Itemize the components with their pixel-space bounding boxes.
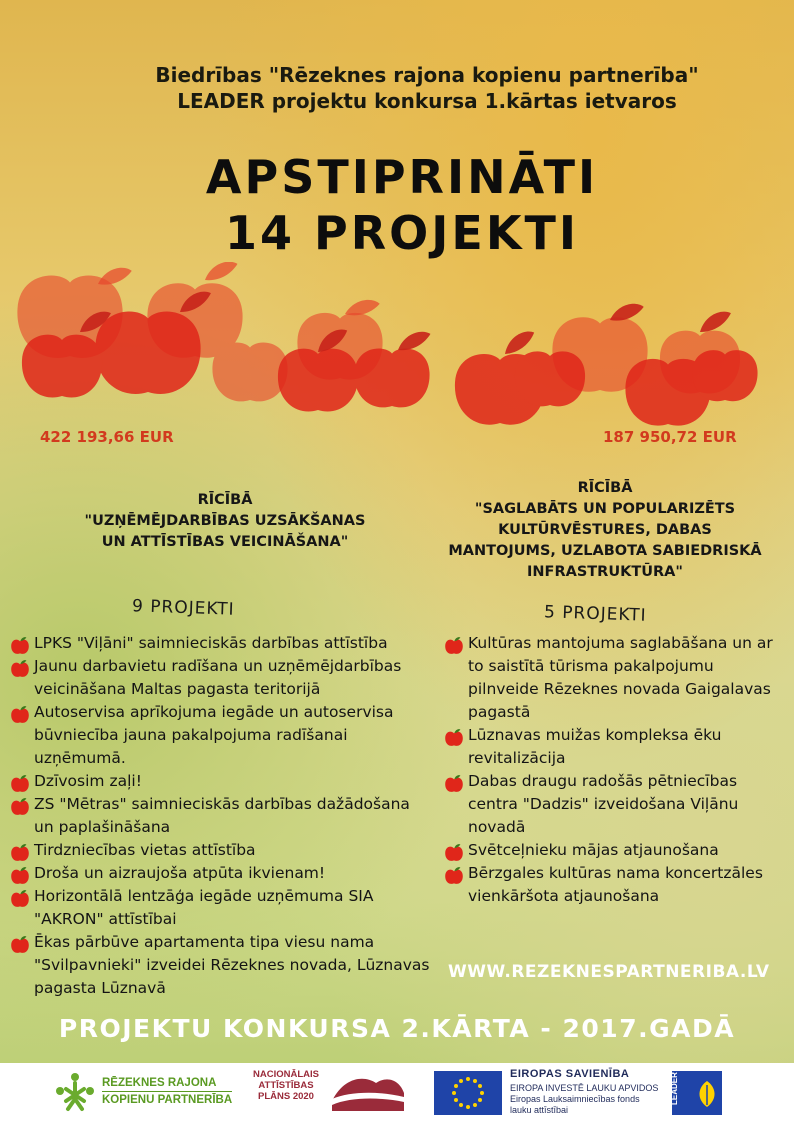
- organizer-header: [0, 62, 794, 114]
- logo-bar: [0, 1063, 794, 1123]
- list-item: Autoservisa aprīkojuma iegāde un autoservisa būvniecība jauna pakalpojuma radīšanai uzņēmumā.: [10, 701, 430, 770]
- nap-flag-icon: [330, 1071, 406, 1113]
- apple-bullet-icon: [10, 865, 30, 885]
- right-project-list: [444, 632, 784, 908]
- list-item: Dabas draugu radošās pētniecības centra "Dadzis" izveidošana Viļānu novadā: [444, 770, 784, 839]
- header-line-2: LEADER projektu konkursa 1.kārtas ietvaros: [177, 89, 677, 113]
- apple-bullet-icon: [10, 635, 30, 655]
- list-item: Jaunu darbavietu radīšana un uzņēmējdarbības veicināšana Maltas pagasta teritorijā: [10, 655, 430, 701]
- right-action-line-2: KULTŪRVĒSTURES, DABAS: [498, 522, 712, 538]
- apples-illustration: [0, 262, 794, 442]
- right-action-line-1: "SAGLABĀTS UN POPULARIZĒTS: [474, 501, 736, 517]
- left-action-heading: [40, 490, 410, 553]
- left-action-line-2: UN ATTĪSTĪBAS VEICINĀŠANA": [101, 534, 349, 550]
- list-item: Dzīvosim zaļi!: [10, 770, 430, 793]
- list-item: LPKS "Viļāni" saimnieciskās darbības attīstība: [10, 632, 430, 655]
- right-action-line-3: MANTOJUMS, UZLABOTA SABIEDRISKĀ: [448, 543, 762, 559]
- left-action-line-1: "UZŅĒMĒJDARBĪBAS UZSĀKŠANAS: [84, 513, 366, 529]
- apple-bullet-icon: [10, 773, 30, 793]
- left-action-label: RĪCĪBĀ: [197, 492, 253, 508]
- right-amount: 187 950,72 EUR: [603, 428, 737, 446]
- list-item: Ēkas pārbūve apartamenta tipa viesu nama "Svilpavnieki" izveidei Rēzeknes novada, Lūznavas pagasta Lūznavā: [10, 931, 430, 1000]
- apple-bullet-icon: [444, 865, 464, 885]
- apple-bullet-icon: [10, 888, 30, 908]
- apple-bullet-icon: [10, 796, 30, 816]
- list-item: ZS "Mētras" saimnieciskās darbības dažādošana un paplašināšana: [10, 793, 430, 839]
- list-item: Horizontālā lentzāģa iegāde uzņēmuma SIA "AKRON" attīstībai: [10, 885, 430, 931]
- left-amount: 422 193,66 EUR: [40, 428, 174, 446]
- eu-logo-text: EIROPAS SAVIENĪBA EIROPA INVESTĒ LAUKU APVIDOS Eiropas Lauksaimniecības fonds lauku attīstībai: [510, 1068, 659, 1115]
- header-line-1: Biedrības "Rēzeknes rajona kopienu partnerība": [155, 63, 699, 87]
- list-item: Droša un aizraujoša atpūta ikvienam!: [10, 862, 430, 885]
- apple-bullet-icon: [10, 934, 30, 954]
- list-item: Tirdzniecības vietas attīstība: [10, 839, 430, 862]
- apple-bullet-icon: [444, 635, 464, 655]
- list-item: Lūznavas muižas kompleksa ēku revitalizācija: [444, 724, 784, 770]
- footer-title: PROJEKTU KONKURSA 2.KĀRTA - 2017.GADĀ: [58, 1014, 736, 1043]
- leader-logo: LEADER: [670, 1069, 724, 1117]
- list-item: Bērzgales kultūras nama koncertzāles vienkāršota atjaunošana: [444, 862, 784, 908]
- apple-bullet-icon: [444, 773, 464, 793]
- apple-bullet-icon: [10, 842, 30, 862]
- leaf-icon: [694, 1079, 720, 1109]
- list-item: Svētceļnieku mājas atjaunošana: [444, 839, 784, 862]
- left-project-list: [10, 632, 430, 1000]
- right-action-label: RĪCĪBĀ: [577, 480, 633, 496]
- apple-bullet-icon: [10, 704, 30, 724]
- partnership-logo-icon: [52, 1069, 98, 1115]
- partnership-logo-text: RĒZEKNES RAJONA KOPIENU PARTNERĪBA: [102, 1077, 233, 1106]
- right-action-line-4: INFRASTRUKTŪRA": [527, 564, 683, 580]
- apple-bullet-icon: [444, 727, 464, 747]
- website-link[interactable]: WWW.REZEKNESPARTNERIBA.LV: [448, 962, 770, 982]
- list-item: Kultūras mantojuma saglabāšana un ar to saistītā tūrisma pakalpojumu pilnveide Rēzeknes novada Gaigalavas pagastā: [444, 632, 784, 724]
- apple-bullet-icon: [10, 658, 30, 678]
- apple-bullet-icon: [444, 842, 464, 862]
- eu-flag-icon: [434, 1071, 502, 1115]
- title-line-1: APSTIPRINĀTI: [205, 150, 599, 204]
- right-action-heading: [420, 478, 790, 583]
- right-project-count: 5 PROJEKTI: [543, 602, 647, 626]
- title-line-2: 14 PROJEKTI: [225, 206, 579, 260]
- left-project-count: 9 PROJEKTI: [131, 596, 235, 620]
- nap-logo-text: NACIONĀLAIS ATTĪSTĪBAS PLĀNS 2020: [253, 1069, 319, 1102]
